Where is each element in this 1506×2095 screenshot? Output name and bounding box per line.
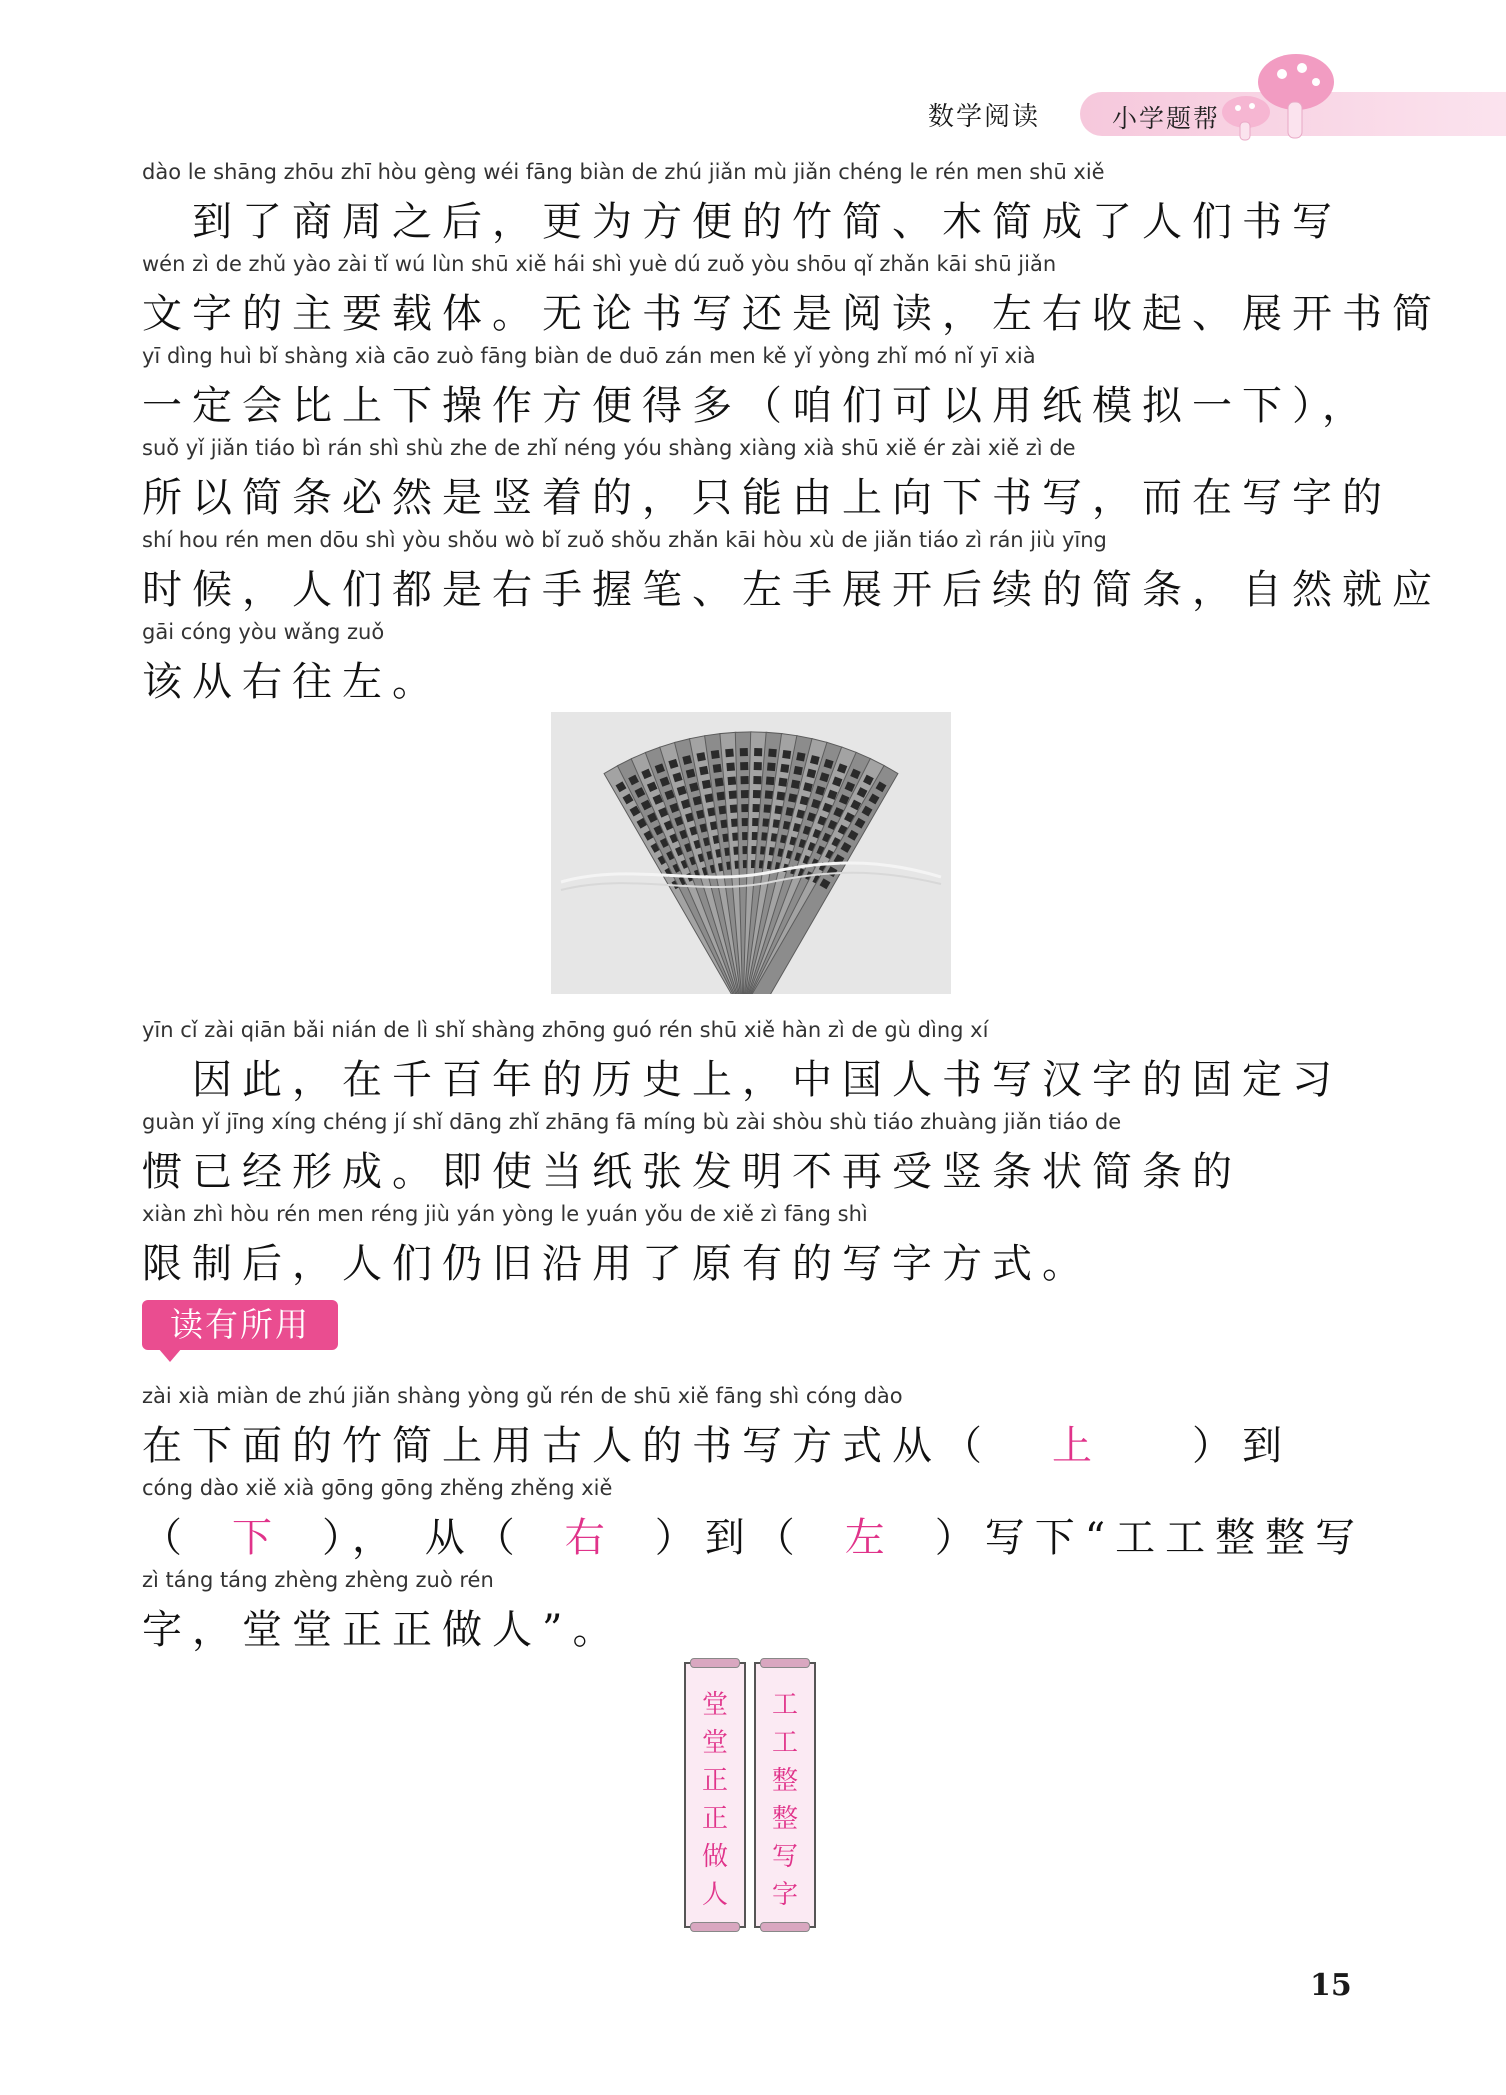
pinyin-line: suǒ yǐ jiǎn tiáo bì rán shì shù zhe de zhǐ néng yóu shàng xiàng xià shū xiě ér zài xiě zì de [142,436,1076,460]
slip-writing-mark [729,790,738,799]
exercise-line-2 [142,1476,1366,1568]
hanzi-line: 限制后，人们仍旧沿用了原有的写字方式。 [142,1241,1092,1287]
slip-writing-mark [728,776,737,785]
bamboo-slips-photo [551,712,951,994]
text-line [142,528,1442,620]
slip-left-text: 堂堂正正做人 [701,1690,728,1910]
hanzi-line [142,1506,1366,1563]
text-segment: ）到 [1192,1423,1292,1469]
text-line [142,1110,1362,1202]
pinyin-line: dào le shāng zhōu zhī hòu gèng wéi fāng biàn de zhú jiǎn mù jiǎn chéng le rén men shū xiě [142,160,1105,184]
text-segment: ）写下“工工整整写 [934,1515,1366,1561]
slip-writing-mark [767,763,776,772]
text-segment: （ [142,1515,192,1561]
mushroom-icon [1218,52,1338,144]
section-tag: 读有所用 [142,1300,338,1350]
pinyin-line: gāi cóng yòu wǎng zuǒ [142,620,385,644]
slip-writing-mark [765,790,774,799]
text-line [142,620,1362,712]
pinyin-line: zài xià miàn de zhú jiǎn shàng yòng gǔ rén de shū xiě fāng shì cóng dào [142,1384,903,1408]
hanzi-line: 因此，在千百年的历史上，中国人书写汉字的固定习 [142,1057,1342,1103]
hanzi-line: 该从右往左。 [142,659,442,705]
pinyin-line: shí hou rén men dōu shì yòu shǒu wò bǐ zuǒ shǒu zhǎn kāi hòu xù de jiǎn tiáo zì rán jiù yīng [142,528,1107,552]
slip-writing-mark [778,778,787,787]
hanzi-line: 所以简条必然是竖着的，只能由上向下书写，而在写字的 [142,475,1392,521]
slip-writing-mark [791,780,800,789]
slip-writing-mark [702,780,711,789]
slip-writing-mark [725,749,734,758]
exercise-line-3 [142,1568,1362,1660]
slip-writing-mark [740,776,748,784]
slip-right [754,1662,816,1928]
pinyin-line: yī dìng huì bǐ shàng xià cāo zuò fāng biàn de duō zán men kě yǐ yòng zhǐ mó nǐ yī xià [142,344,1036,368]
slip-writing-mark [753,790,761,798]
slip-writing-mark [740,762,748,770]
exercise-line-1 [142,1384,1362,1476]
answer-right: 右 [564,1515,615,1561]
slip-writing-mark [780,764,789,773]
slip-writing-mark [768,749,777,758]
slip-writing-mark [699,766,708,775]
paragraph-1 [142,160,1442,712]
slip-right-text: 工工整整写字 [771,1690,798,1910]
text-line [142,1202,1362,1294]
hanzi-line: 到了商周之后，更为方便的竹简、木简成了人们书写 [142,199,1342,245]
slip-writing-mark [741,790,749,798]
hanzi-line: 文字的主要载体。无论书写还是阅读，左右收起、展开书简 [142,291,1442,337]
answer-down: 下 [232,1515,282,1561]
text-line [142,160,1362,252]
pinyin-line: cóng dào xiě xià gōng gōng zhěng zhěng xiě [142,1476,613,1500]
text-segment: 在下面的竹简上用古人的书写方式从（ [142,1423,992,1469]
slip-writing-mark [696,752,705,761]
pinyin-line: xiàn zhì hòu rén men réng jiù yán yòng le yuán yǒu de xiě zì fāng shì [142,1202,868,1226]
text-segment: ）， 从（ [322,1515,525,1561]
page-number: 15 [1310,1968,1352,2003]
answer-left: 左 [844,1515,895,1561]
pinyin-line: guàn yǐ jīng xíng chéng jí shǐ dāng zhǐ zhāng fā míng bù zài shòu shù tiáo zhuàng jiǎn tiáo de [142,1110,1122,1134]
section-tag-tail [158,1348,182,1362]
slip-writing-mark [711,750,720,759]
hanzi-line: 字，堂堂正正做人”。 [142,1607,623,1653]
text-segment: ）到（ [654,1515,805,1561]
slip-writing-mark [782,750,791,759]
slip-writing-mark [713,764,722,773]
slip-writing-mark [766,776,775,785]
hanzi-line [142,1414,1362,1471]
slip-writing-mark [753,776,761,784]
book-title: 数学阅读 [928,102,1041,132]
slip-left [684,1662,746,1928]
slip-writing-mark [740,748,748,756]
pinyin-line: zì táng táng zhèng zhèng zuò rén [142,1568,494,1592]
slip-writing-mark [793,766,802,775]
exercise [142,1384,1366,1660]
slip-writing-mark [717,792,726,801]
hanzi-line: 一定会比上下操作方便得多（咱们可以用纸模拟一下）， [142,383,1372,429]
pinyin-line: yīn cǐ zài qiān bǎi nián de lì shǐ shàng zhōng guó rén shū xiě hàn zì de gù dìng xí [142,1018,989,1042]
slip-writing-mark [715,778,724,787]
text-line [142,1018,1362,1110]
series-label: 小学题帮 [1112,104,1221,133]
text-line [142,344,1372,436]
hanzi-line: 惯已经形成。即使当纸张发明不再受竖条状简条的 [142,1149,1242,1195]
slip-writing-mark [754,748,762,756]
answer-up: 上 [1052,1423,1102,1469]
slip-writing-mark [726,763,735,772]
paragraph-2 [142,1018,1362,1294]
text-line [142,436,1392,528]
hanzi-line: 时候，人们都是右手握笔、左手展开后续的简条，自然就应 [142,567,1442,613]
slip-writing-mark [796,752,805,761]
pinyin-line: wén zì de zhǔ yào zài tǐ wú lùn shū xiě hái shì yuè dú zuǒ yòu shōu qǐ zhǎn kāi shū jiǎn [142,252,1057,276]
text-line [142,252,1442,344]
slip-writing-mark [754,762,762,770]
